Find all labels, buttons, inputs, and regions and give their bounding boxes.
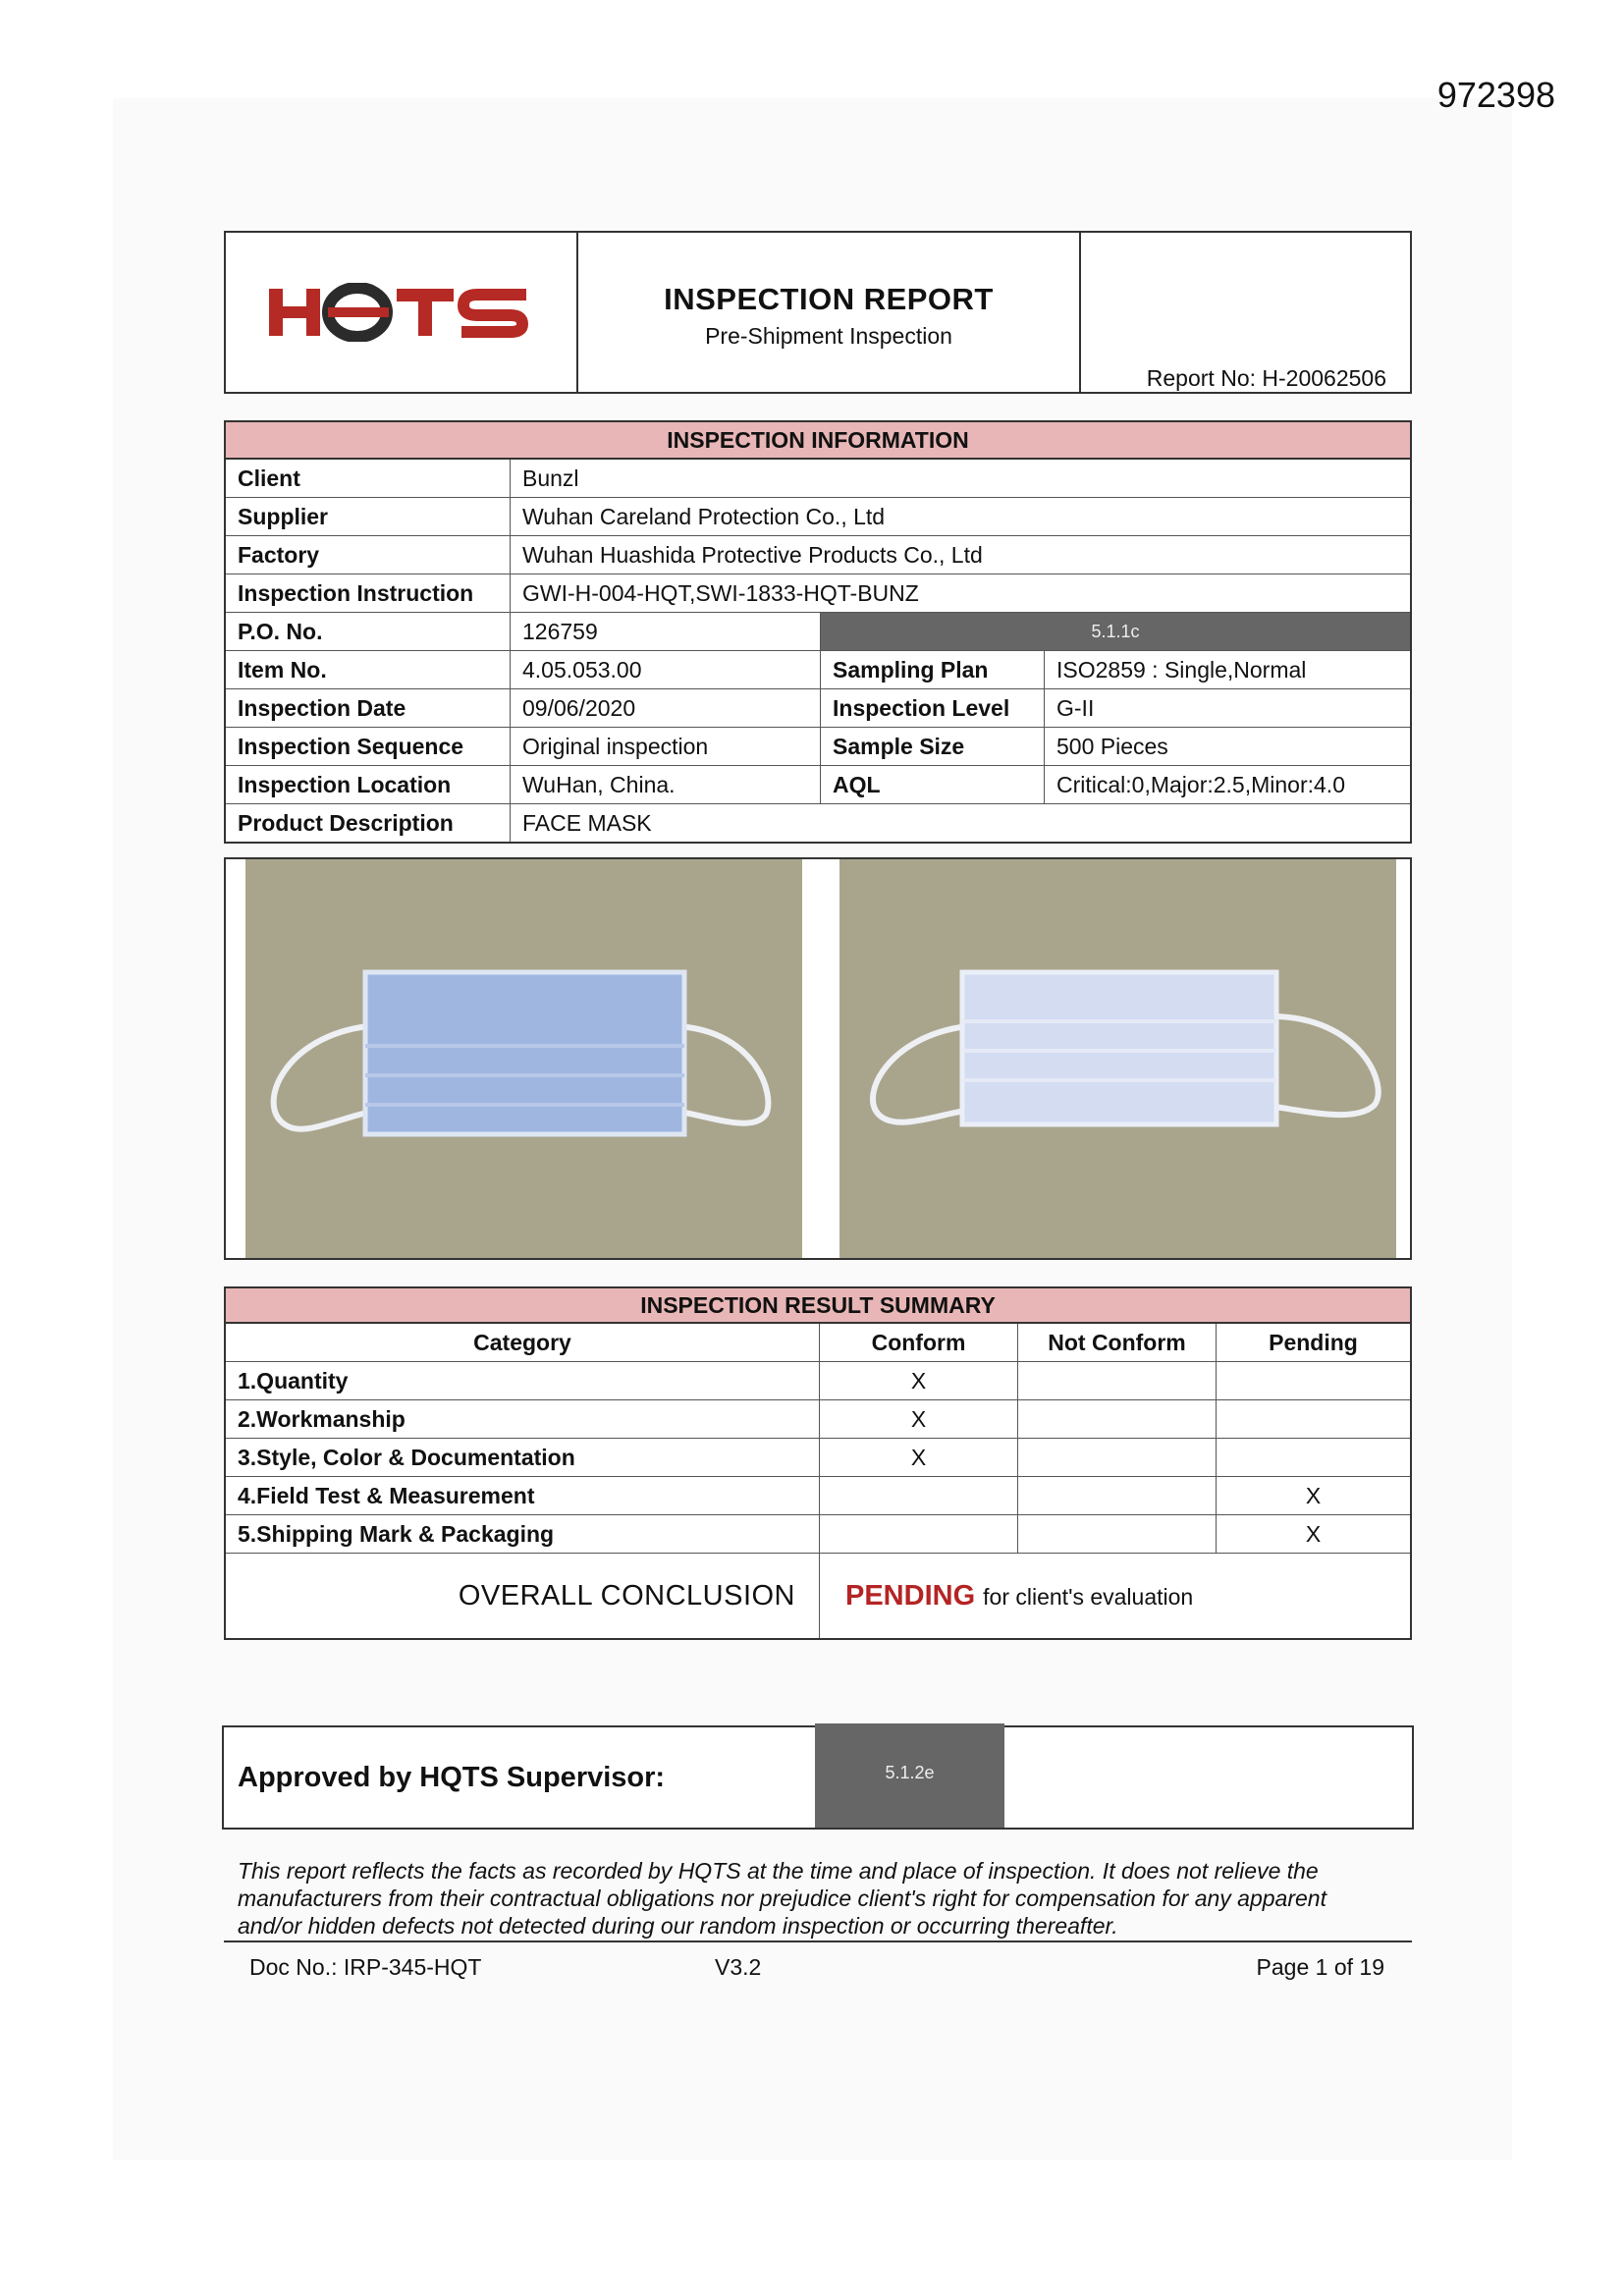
- po-label: P.O. No.: [226, 613, 511, 650]
- col-pending: Pending: [1269, 1330, 1358, 1355]
- not-conform-cell: [1018, 1439, 1217, 1476]
- inspection-info-table: [224, 420, 1412, 844]
- report-number-block: [1081, 233, 1410, 392]
- pending-cell: X: [1305, 1521, 1322, 1547]
- sequence-value: Original inspection: [511, 728, 821, 765]
- level-value: G-II: [1056, 695, 1095, 721]
- pending-cell: X: [1305, 1483, 1322, 1508]
- inspection-result-summary: [224, 1286, 1412, 1640]
- sampling-plan-label: Sampling Plan: [821, 651, 1045, 688]
- item-label: Item No.: [226, 651, 511, 688]
- conform-cell: X: [820, 1439, 1018, 1476]
- disclaimer-text: This report reflects the facts as recorded by HQTS at the time and place of inspection. It does not relieve the manufacturers from their contractual obligations nor prejudice client's right for compensation for any apparent and/or hidden defects not detected during our random inspection or occurring thereafter.: [238, 1858, 1326, 1939]
- col-category: Category: [226, 1324, 820, 1361]
- sample-size-label: Sample Size: [821, 728, 1045, 765]
- table-row: [226, 498, 1410, 536]
- table-row: [226, 460, 1410, 498]
- overall-conclusion-row: [226, 1554, 1410, 1638]
- conform-cell: [820, 1515, 1018, 1553]
- col-not-conform: Not Conform: [1018, 1324, 1217, 1361]
- date-value: 09/06/2020: [511, 689, 821, 727]
- item-value: 4.05.053.00: [511, 651, 821, 688]
- table-row: [226, 1439, 1410, 1477]
- sampling-plan-value: ISO2859 : Single,Normal: [1056, 657, 1307, 683]
- po-value: 126759: [511, 613, 821, 650]
- summary-header-row: [226, 1324, 1410, 1362]
- footer-doc-no: Doc No.: IRP-345-HQT: [249, 1954, 482, 1980]
- location-label: Inspection Location: [226, 766, 511, 803]
- not-conform-cell: [1018, 1515, 1217, 1553]
- category-cell: 1.Quantity: [226, 1362, 820, 1399]
- supplier-value: Wuhan Careland Protection Co., Ltd: [522, 504, 886, 529]
- sequence-label: Inspection Sequence: [226, 728, 511, 765]
- instruction-value: GWI-H-004-HQT,SWI-1833-HQT-BUNZ: [522, 580, 919, 606]
- pending-cell: [1217, 1362, 1410, 1399]
- conclusion-note: for client's evaluation: [983, 1584, 1194, 1610]
- factory-value: Wuhan Huashida Protective Products Co., Ltd: [522, 542, 983, 568]
- level-label: Inspection Level: [821, 689, 1045, 727]
- not-conform-cell: [1018, 1477, 1217, 1514]
- instruction-label: Inspection Instruction: [226, 574, 511, 612]
- report-number: Report No: H-20062506: [1146, 365, 1386, 391]
- pending-cell: [1217, 1439, 1410, 1476]
- aql-value: Critical:0,Major:2.5,Minor:4.0: [1056, 772, 1345, 797]
- footer-page-number: Page 1 of 19: [1256, 1954, 1384, 1980]
- table-row: [226, 728, 1410, 766]
- conform-cell: X: [820, 1400, 1018, 1438]
- table-row: [226, 574, 1410, 613]
- table-row: [226, 1477, 1410, 1515]
- report-header: [224, 231, 1412, 394]
- document-id: 972398: [1436, 75, 1555, 115]
- aql-label: AQL: [821, 766, 1045, 803]
- summary-heading: INSPECTION RESULT SUMMARY: [226, 1288, 1410, 1324]
- redaction-box: 5.1.1c: [821, 613, 1410, 650]
- mask-photo-front: [245, 859, 802, 1258]
- location-value: WuHan, China.: [511, 766, 821, 803]
- category-cell: 2.Workmanship: [226, 1400, 820, 1438]
- mask-photo-back: [839, 859, 1396, 1258]
- footer-version: V3.2: [715, 1954, 762, 1980]
- hqts-logo: [226, 233, 578, 392]
- col-conform: Conform: [820, 1324, 1018, 1361]
- category-cell: 5.Shipping Mark & Packaging: [226, 1515, 820, 1553]
- sample-size-value: 500 Pieces: [1056, 734, 1168, 759]
- table-row: [226, 613, 1410, 651]
- table-row: [226, 766, 1410, 804]
- table-row: [226, 804, 1410, 842]
- category-cell: 3.Style, Color & Documentation: [226, 1439, 820, 1476]
- approval-box: [222, 1725, 1414, 1830]
- supplier-label: Supplier: [226, 498, 511, 535]
- pending-cell: [1217, 1400, 1410, 1438]
- table-row: [226, 1362, 1410, 1400]
- conform-cell: X: [820, 1362, 1018, 1399]
- table-row: [226, 689, 1410, 728]
- category-cell: 4.Field Test & Measurement: [226, 1477, 820, 1514]
- factory-label: Factory: [226, 536, 511, 574]
- approval-label: Approved by HQTS Supervisor:: [238, 1762, 666, 1793]
- conclusion-status: PENDING: [845, 1580, 976, 1612]
- overall-conclusion-value: [820, 1554, 1410, 1638]
- report-subtitle: Pre-Shipment Inspection: [705, 323, 952, 349]
- conform-cell: [820, 1477, 1018, 1514]
- title-block: [578, 233, 1081, 392]
- report-title: INSPECTION REPORT: [664, 282, 994, 316]
- inspection-info-heading: INSPECTION INFORMATION: [226, 422, 1410, 460]
- not-conform-cell: [1018, 1362, 1217, 1399]
- overall-conclusion-label: OVERALL CONCLUSION: [226, 1554, 820, 1638]
- table-row: [226, 1400, 1410, 1439]
- table-row: [226, 536, 1410, 574]
- product-photos: [224, 857, 1412, 1260]
- client-value: Bunzl: [522, 465, 579, 491]
- table-row: [226, 1515, 1410, 1554]
- table-row: [226, 651, 1410, 689]
- description-label: Product Description: [226, 804, 511, 842]
- footer-divider: [224, 1941, 1412, 1942]
- client-label: Client: [226, 460, 511, 497]
- date-label: Inspection Date: [226, 689, 511, 727]
- description-value: FACE MASK: [522, 810, 652, 836]
- signature-redaction: 5.1.2e: [815, 1723, 1004, 1828]
- not-conform-cell: [1018, 1400, 1217, 1438]
